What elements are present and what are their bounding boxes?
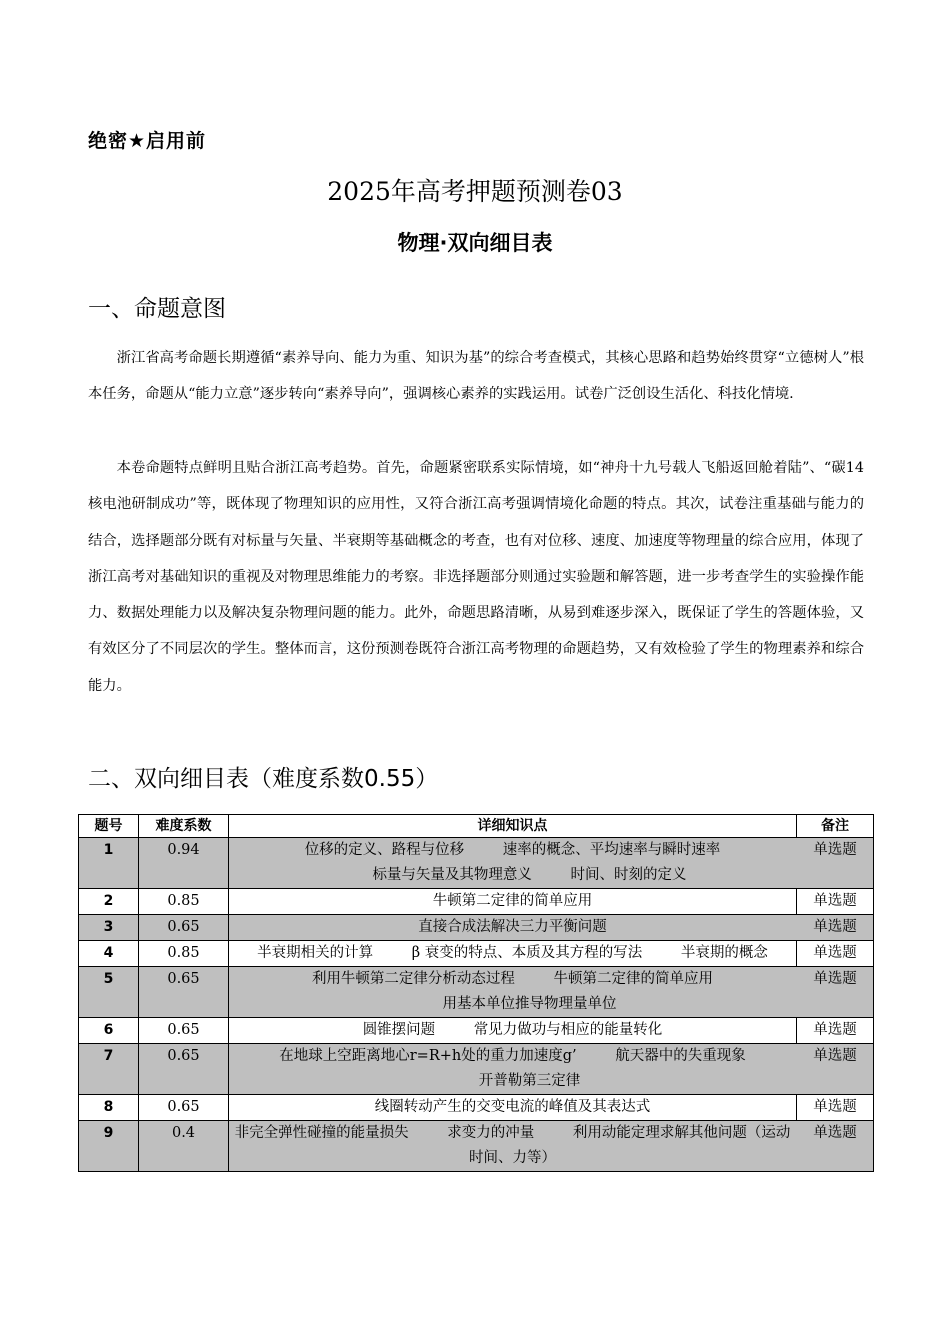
- difficulty-value: 0.65: [139, 1095, 229, 1121]
- column-header-difficulty: 难度系数: [139, 815, 229, 838]
- difficulty-value: 0.65: [139, 1044, 229, 1095]
- column-header-note: 备注: [797, 815, 874, 838]
- knowledge-point: 航天器中的失重现象: [615, 1048, 746, 1064]
- knowledge-point: 位移的定义、路程与位移: [304, 842, 465, 858]
- knowledge-point: 在地球上空距离地心r=R+h处的重力加速度g’: [279, 1048, 577, 1064]
- table-row: [79, 1044, 874, 1095]
- difficulty-value: 0.65: [139, 915, 229, 941]
- knowledge-point: 非完全弹性碰撞的能量损失: [234, 1125, 409, 1141]
- knowledge-points: [229, 1121, 797, 1172]
- question-number: 2: [79, 889, 139, 915]
- knowledge-points: [229, 1018, 797, 1044]
- table-row: [79, 941, 874, 967]
- table-row: [79, 1018, 874, 1044]
- question-type-note: 单选题: [797, 1121, 874, 1172]
- table-row: [79, 889, 874, 915]
- table-body: [79, 838, 874, 1172]
- question-number: 1: [79, 838, 139, 889]
- question-type-note: 单选题: [797, 1044, 874, 1095]
- confidential-label: 绝密★启用前: [88, 130, 207, 152]
- knowledge-points: [229, 889, 797, 915]
- difficulty-value: 0.94: [139, 838, 229, 889]
- knowledge-points: [229, 967, 797, 1018]
- knowledge-point: β 衰变的特点、本质及其方程的写法: [411, 945, 643, 961]
- page-subtitle: 物理·双向细目表: [397, 231, 553, 255]
- question-type-note: 单选题: [797, 889, 874, 915]
- knowledge-point: 求变力的冲量: [447, 1125, 535, 1141]
- question-type-note: 单选题: [797, 915, 874, 941]
- knowledge-point: 半衰期相关的计算: [257, 945, 374, 961]
- question-type-note: 单选题: [797, 1095, 874, 1121]
- section-heading-intent: 一、命题意图: [88, 296, 226, 322]
- table-row: [79, 967, 874, 1018]
- difficulty-value: 0.4: [139, 1121, 229, 1172]
- difficulty-value: 0.85: [139, 889, 229, 915]
- knowledge-point: 标量与矢量及其物理意义: [372, 867, 532, 883]
- question-number: 7: [79, 1044, 139, 1095]
- difficulty-value: 0.85: [139, 941, 229, 967]
- knowledge-point: 直接合成法解决三力平衡问题: [418, 919, 607, 935]
- question-type-note: 单选题: [797, 1018, 874, 1044]
- knowledge-point: 用基本单位推导物理量单位: [442, 996, 617, 1012]
- knowledge-point: 半衰期的概念: [680, 945, 768, 961]
- question-number: 5: [79, 967, 139, 1018]
- question-type-note: 单选题: [797, 941, 874, 967]
- table-row: [79, 838, 874, 889]
- knowledge-point: 牛顿第二定律的简单应用: [553, 971, 714, 987]
- knowledge-point: 速率的概念、平均速率与瞬时速率: [502, 842, 721, 858]
- knowledge-points: [229, 1044, 797, 1095]
- question-number: 8: [79, 1095, 139, 1121]
- intent-paragraph-2: 本卷命题特点鲜明且贴合浙江高考趋势。首先，命题紧密联系实际情境，如“神舟十九号载人飞船返回舱着陆”、“碳14核电池研制成功”等，既体现了物理知识的应用性，又符合浙江高考强调情境化命题的特点。其次，试卷注重基础与能力的结合，选择题部分既有对标量与矢量、半衰期等基础概念的考查，也有对位移、速度、加速度等物理量的综合应用，体现了浙江高考对基础知识的重视及对物理思维能力的考察。非选择题部分则通过实验题和解答题，进一步考查学生的实验操作能力、数据处理能力以及解决复杂物理问题的能力。此外，命题思路清晰，从易到难逐步深入，既保证了学生的答题体验，又有效区分了不同层次的学生。整体而言，这份预测卷既符合浙江高考物理的命题趋势，又有效检验了学生的物理素养和综合能力。: [88, 460, 864, 694]
- question-type-note: 单选题: [797, 838, 874, 889]
- knowledge-point: 开普勒第三定律: [478, 1073, 581, 1089]
- knowledge-point: 时间、时刻的定义: [570, 867, 687, 883]
- section-heading-table: 二、双向细目表（难度系数0.55）: [88, 766, 439, 792]
- question-number: 3: [79, 915, 139, 941]
- difficulty-value: 0.65: [139, 967, 229, 1018]
- question-number: 4: [79, 941, 139, 967]
- table-row: [79, 1095, 874, 1121]
- knowledge-point: 线圈转动产生的交变电流的峰值及其表达式: [374, 1099, 651, 1115]
- knowledge-points: [229, 915, 797, 941]
- knowledge-points: [229, 941, 797, 967]
- knowledge-point: 圆锥摆问题: [362, 1022, 436, 1038]
- question-type-note: 单选题: [797, 967, 874, 1018]
- table-header-row: [79, 815, 874, 838]
- table-row: [79, 1121, 874, 1172]
- question-number: 9: [79, 1121, 139, 1172]
- knowledge-point: 牛顿第二定律的简单应用: [432, 893, 593, 909]
- column-header-knowledge: 详细知识点: [229, 815, 797, 838]
- detail-table: [78, 814, 874, 1172]
- page-title: 2025年高考押题预测卷03: [327, 177, 623, 206]
- knowledge-points: [229, 1095, 797, 1121]
- knowledge-points: [229, 838, 797, 889]
- question-number: 6: [79, 1018, 139, 1044]
- intent-paragraph-1: 浙江省高考命题长期遵循“素养导向、能力为重、知识为基”的综合考查模式，其核心思路和趋势始终贯穿“立德树人”根本任务，命题从“能力立意”逐步转向“素养导向”，强调核心素养的实践运用。试卷广泛创设生活化、科技化情境.: [88, 350, 864, 403]
- knowledge-point: 利用牛顿第二定律分析动态过程: [311, 971, 515, 987]
- column-header-number: 题号: [79, 815, 139, 838]
- knowledge-point: 利用动能定理求解其他问题（运动时间、力等）: [469, 1125, 791, 1166]
- knowledge-point: 常见力做功与相应的能量转化: [473, 1022, 663, 1038]
- difficulty-value: 0.65: [139, 1018, 229, 1044]
- table-row: [79, 915, 874, 941]
